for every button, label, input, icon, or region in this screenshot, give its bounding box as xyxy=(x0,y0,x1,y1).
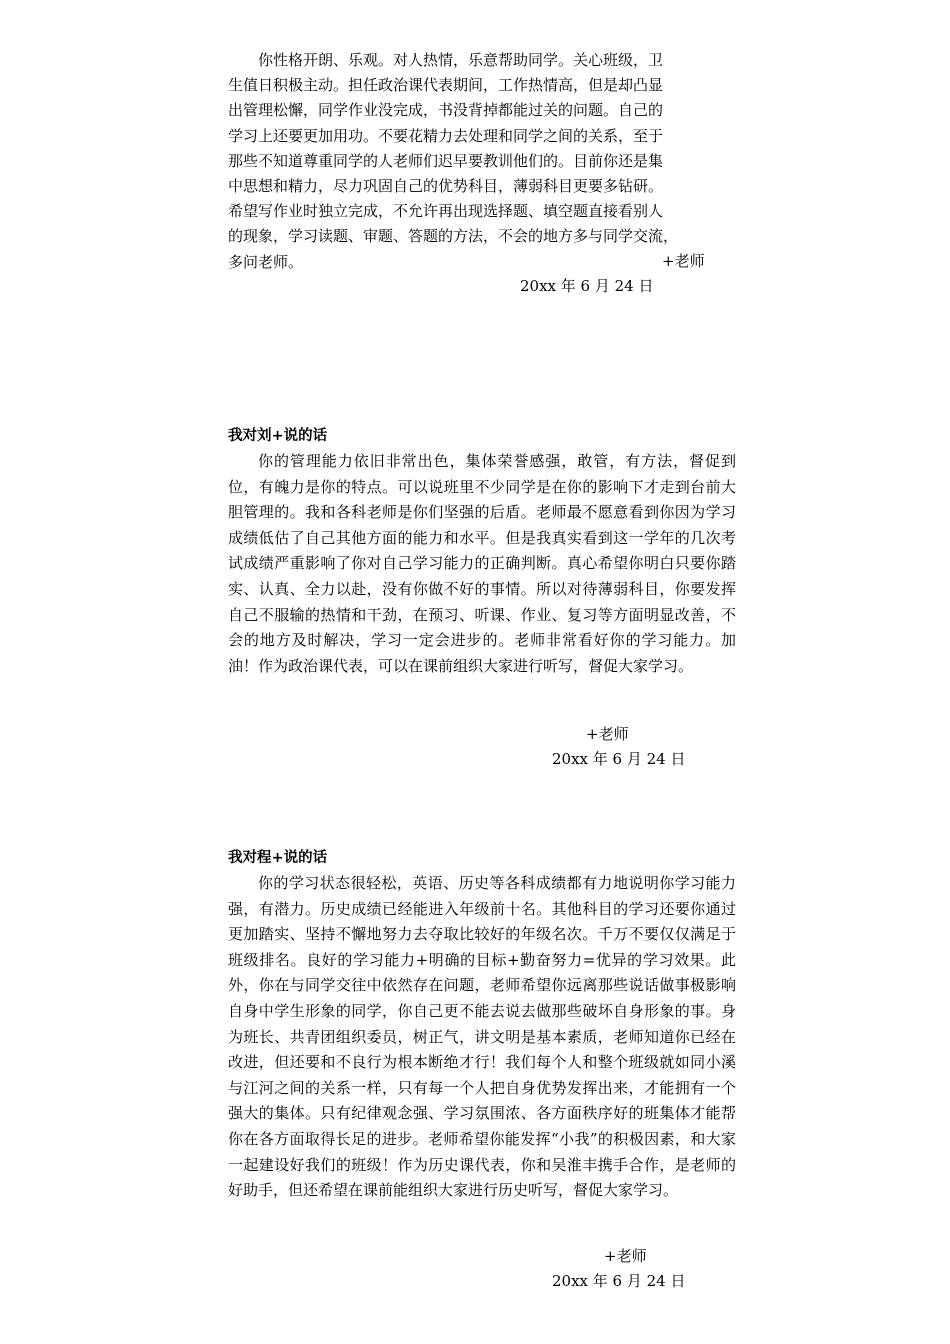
letter-3-body-container xyxy=(228,871,736,1204)
letter-1-line: 那些不知道尊重同学的人老师们迟早要教训他们的。目前你还是集 xyxy=(228,151,664,170)
letter-1-signature: +老师 xyxy=(662,252,705,270)
letter-2-body: 你的管理能力依旧非常出色，集体荣誉感强，敢管，有方法，督促到位，有魄力是你的特点。可以说班里不少同学是在你的影响下才走到台前大胆管理的。我和各科老师是你们坚强的后盾。老师最不愿意看到你因为学习成绩低估了自己其他方面的能力和水平。但是我真实看到这一学年的几次考试成绩严重影响了你对自己学习能力的正确判断。真心希望你明白只要你踏实、认真、全力以赴，没有你做不好的事情。所以对待薄弱科目，你要发挥自己不服输的热情和干劲，在预习、听课、作业、复习等方面明显改善，不会的地方及时解决，学习一定会进步的。老师非常看好你的学习能力。加油！作为政治课代表，可以在课前组织大家进行听写，督促大家学习。 xyxy=(228,452,736,675)
letter-1-line: 出管理松懈，同学作业没完成，书没背掉都能过关的问题。自己的 xyxy=(228,101,664,120)
letter-2-signature: +老师 xyxy=(586,725,629,743)
letter-2-date: 20xx 年 6 月 24 日 xyxy=(552,750,686,768)
letter-2-title: 我对刘+说的话 xyxy=(228,428,328,444)
letter-1-date: 20xx 年 6 月 24 日 xyxy=(520,277,654,295)
letter-1-line: 的现象，学习读题、审题、答题的方法，不会的地方多与同学交流， xyxy=(228,227,679,246)
letter-2-body-container xyxy=(228,449,736,679)
letter-3-signature: +老师 xyxy=(604,1247,647,1265)
letter-1-line: 你性格开朗、乐观。对人热情，乐意帮助同学。关心班级，卫 xyxy=(228,51,664,69)
letter-3-body: 你的学习状态很轻松，英语、历史等各科成绩都有力地说明你学习能力强，有潜力。历史成绩已经能进入年级前十名。其他科目的学习还要你通过更加踏实、坚持不懈地努力去夺取比较好的年级名次。千万不要仅仅满足于班级排名。良好的学习能力+明确的目标+勤奋努力=优异的学习效果。此外，你在与同学交往中依然存在问题，老师希望你远离那些说话做事极影响自身中学生形象的同学，你自己更不能去说去做那些破坏自身形象的事。身为班长、共青团组织委员，树正气，讲文明是基本素质，老师知道你已经在改进，但还要和不良行为根本断绝才行！我们每个人和整个班级就如同小溪与江河之间的关系一样，只有每一个人把自身优势发挥出来，才能拥有一个强大的集体。只有纪律观念强、学习氛围浓、各方面秩序好的班集体才能帮你在各方面取得长足的进步。老师希望你能发挥“小我”的积极因素，和大家一起建设好我们的班级！作为历史课代表，你和吴淮丰携手合作，是老师的好助手，但还希望在课前能组织大家进行历史听写，督促大家学习。 xyxy=(228,874,736,1200)
letter-1-line: 中思想和精力，尽力巩固自己的优势科目，薄弱科目更要多钻研。 xyxy=(228,177,664,196)
letter-1-line: 学习上还要更加用功。不要花精力去处理和同学之间的关系，至于 xyxy=(228,126,664,145)
letter-1-body xyxy=(228,48,736,275)
letter-1-line: 多问老师。 xyxy=(228,252,304,271)
letter-3-title: 我对程+说的话 xyxy=(228,850,328,866)
letter-1-line: 希望写作业时独立完成，不允许再出现选择题、填空题直接看别人 xyxy=(228,202,664,221)
letter-1-line: 生值日积极主动。担任政治课代表期间，工作热情高，但是却凸显 xyxy=(228,76,664,95)
letter-3-date: 20xx 年 6 月 24 日 xyxy=(552,1272,686,1290)
